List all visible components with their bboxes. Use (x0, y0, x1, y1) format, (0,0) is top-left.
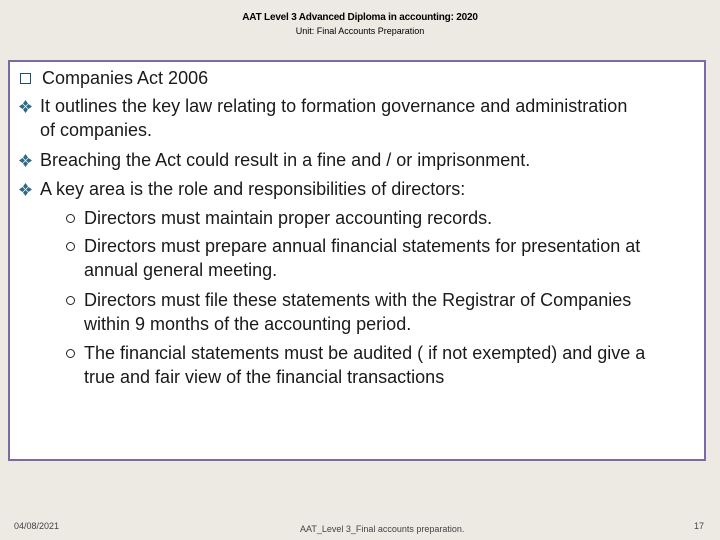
circle-bullet-icon (66, 242, 75, 251)
diamond-bullet-icon (19, 183, 32, 196)
square-bullet-icon (20, 73, 31, 84)
page-number: 17 (694, 521, 705, 531)
heading-text: Companies Act 2006 (42, 68, 209, 88)
circle-bullet-icon (66, 214, 75, 223)
sub-bullet-text: Directors must maintain proper accounting records. (84, 208, 493, 228)
bullet-text: of companies. (40, 120, 153, 140)
sub-bullet-text: annual general meeting. (84, 260, 278, 280)
circle-bullet-icon (66, 349, 75, 358)
bullet-continuation (40, 118, 690, 142)
diamond-bullet-icon (19, 154, 32, 167)
bullet-text: Breaching the Act could result in a fine and / or imprisonment. (40, 150, 531, 170)
sub-bullet-text: The financial statements must be audited ( if not exempted) and give a (84, 343, 646, 363)
sub-bullet-continuation (84, 365, 684, 389)
circle-bullet-icon (66, 296, 75, 305)
content-box (8, 60, 706, 461)
footer-date: 04/08/2021 (14, 521, 60, 531)
sub-bullet-continuation (84, 258, 684, 282)
slide-header (0, 12, 720, 38)
footer-title: AAT_Level 3_Final accounts preparation. (300, 524, 465, 534)
sub-bullet-text: Directors must prepare annual financial statements for presentation at (84, 236, 641, 256)
sub-bullet-text: Directors must file these statements with the Registrar of Companies (84, 290, 632, 310)
sub-bullet-continuation (84, 312, 684, 336)
sub-bullet-text: true and fair view of the financial transactions (84, 367, 445, 387)
bullet-text: A key area is the role and responsibilities of directors: (40, 179, 466, 199)
bullet-text: It outlines the key law relating to formation governance and administration (40, 96, 628, 116)
course-title: AAT Level 3 Advanced Diploma in accounting: 2020 (242, 12, 478, 23)
unit-subtitle: Unit: Final Accounts Preparation (295, 26, 425, 36)
sub-bullet-text: within 9 months of the accounting period. (84, 314, 412, 334)
diamond-bullet-icon (19, 100, 32, 113)
